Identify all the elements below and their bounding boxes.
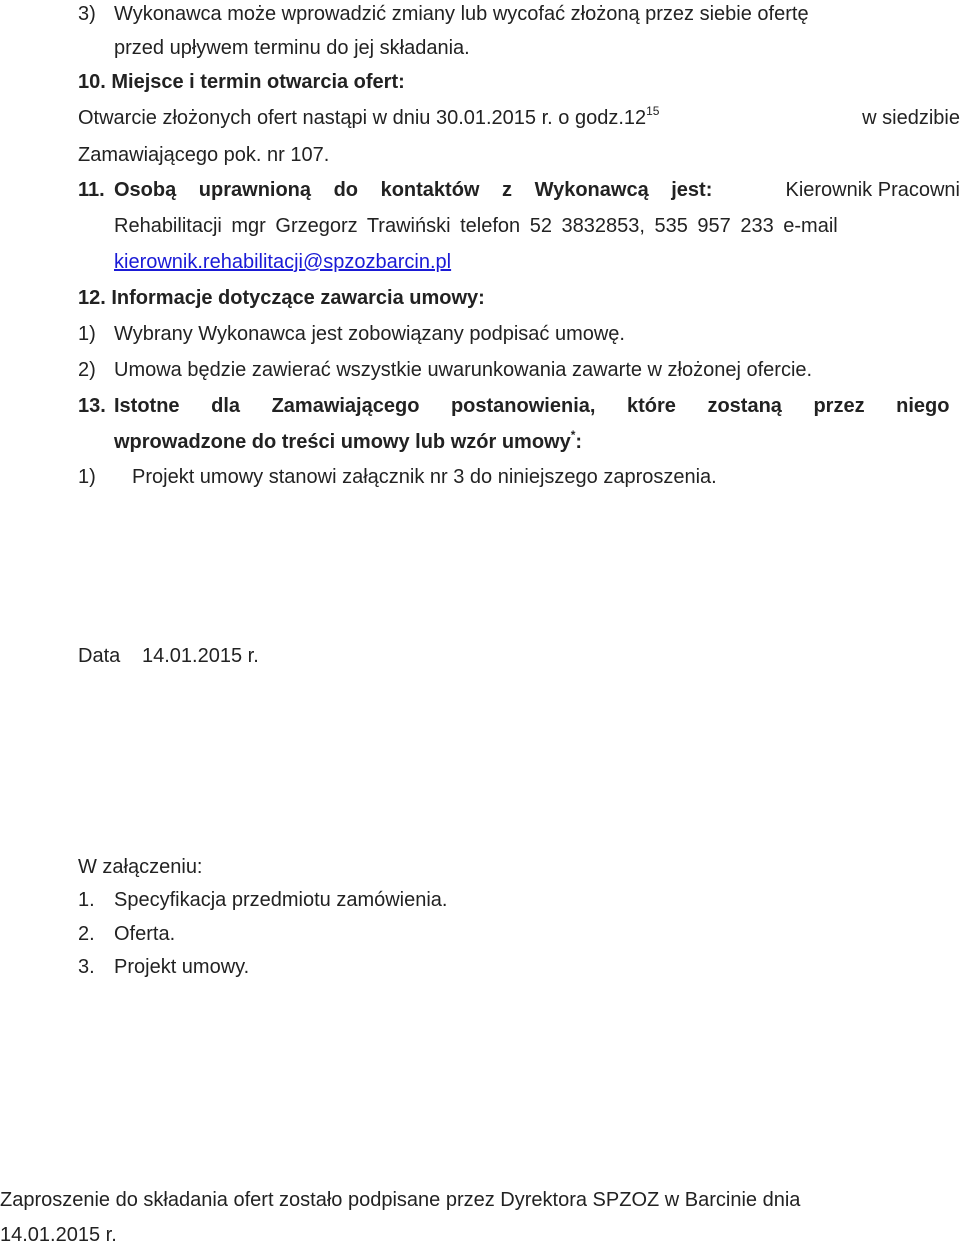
section-13-line-2-text: wprowadzone do treści umowy lub wzór umowy	[114, 431, 571, 453]
attachment-3-number: 3.	[78, 956, 95, 978]
section-12-item-2-number: 2)	[78, 359, 96, 381]
contact-email-link[interactable]: kierownik.rehabilitacji@spzozbarcin.pl	[114, 251, 452, 273]
attachment-1-number: 1.	[78, 889, 95, 911]
attachments-title: W załączeniu:	[78, 856, 203, 878]
section-13-item-1-number: 1)	[78, 466, 96, 488]
attachment-2-text: Oferta.	[114, 923, 176, 945]
section-11-heading	[114, 180, 742, 200]
section-13-item-1-text: Projekt umowy stanowi załącznik nr 3 do niniejszego zaproszenia.	[132, 466, 717, 488]
section-13-line-2	[114, 428, 583, 453]
date-label: Data	[78, 645, 121, 667]
section-13-line-2-colon: :	[575, 431, 583, 453]
section-11-contact-role: Kierownik Pracowni	[785, 179, 960, 201]
section-11-line-1	[114, 180, 960, 200]
item-3-line-1: Wykonawca może wprowadzić zmiany lub wycofać złożoną przez siebie ofertę	[114, 3, 809, 25]
footer-line-2: 14.01.2015 r.	[0, 1224, 117, 1246]
section-10-line-1-tail: w siedzibie	[862, 107, 960, 129]
section-11-number: 11.	[78, 179, 105, 201]
section-10-time-superscript: 15	[646, 104, 660, 118]
section-11-line-2: Rehabilitacji mgr Grzegorz Trawiński telefon 52 3832853, 535 957 233 e-mail	[114, 215, 838, 237]
section-10-line-1-text: Otwarcie złożonych ofert nastąpi w dniu 30.01.2015 r. o godz.12	[78, 107, 647, 129]
section-10-line-2: Zamawiającego pok. nr 107.	[78, 144, 330, 166]
attachment-2-number: 2.	[78, 923, 95, 945]
attachment-3-text: Projekt umowy.	[114, 956, 250, 978]
item-3-line-2: przed upływem terminu do jej składania.	[114, 37, 470, 59]
section-10-heading: 10. Miejsce i termin otwarcia ofert:	[78, 71, 405, 93]
section-12-heading: 12. Informacje dotyczące zawarcia umowy:	[78, 287, 485, 309]
attachment-1-text: Specyfikacja przedmiotu zamówienia.	[114, 889, 448, 911]
section-10-line-1	[78, 104, 884, 129]
item-3-number: 3)	[78, 3, 96, 25]
footer-line-1: Zaproszenie do składania ofert zostało podpisane przez Dyrektora SPZOZ w Barcinie dnia	[0, 1189, 801, 1211]
section-12-item-1-text: Wybrany Wykonawca jest zobowiązany podpisać umowę.	[114, 323, 625, 345]
section-13-number: 13.	[78, 395, 106, 417]
footnote-asterisk: *	[570, 428, 576, 442]
section-12-item-1-number: 1)	[78, 323, 96, 345]
section-11-heading-text: Osobą uprawnioną do kontaktów z Wykonawcą jest:	[114, 179, 713, 201]
section-13-line-1: Istotne dla Zamawiającego postanowienia, które zostaną przez niego	[114, 395, 950, 417]
date-value: 14.01.2015 r.	[142, 645, 259, 667]
section-12-item-2-text: Umowa będzie zawierać wszystkie uwarunkowania zawarte w złożonej ofercie.	[114, 359, 813, 381]
